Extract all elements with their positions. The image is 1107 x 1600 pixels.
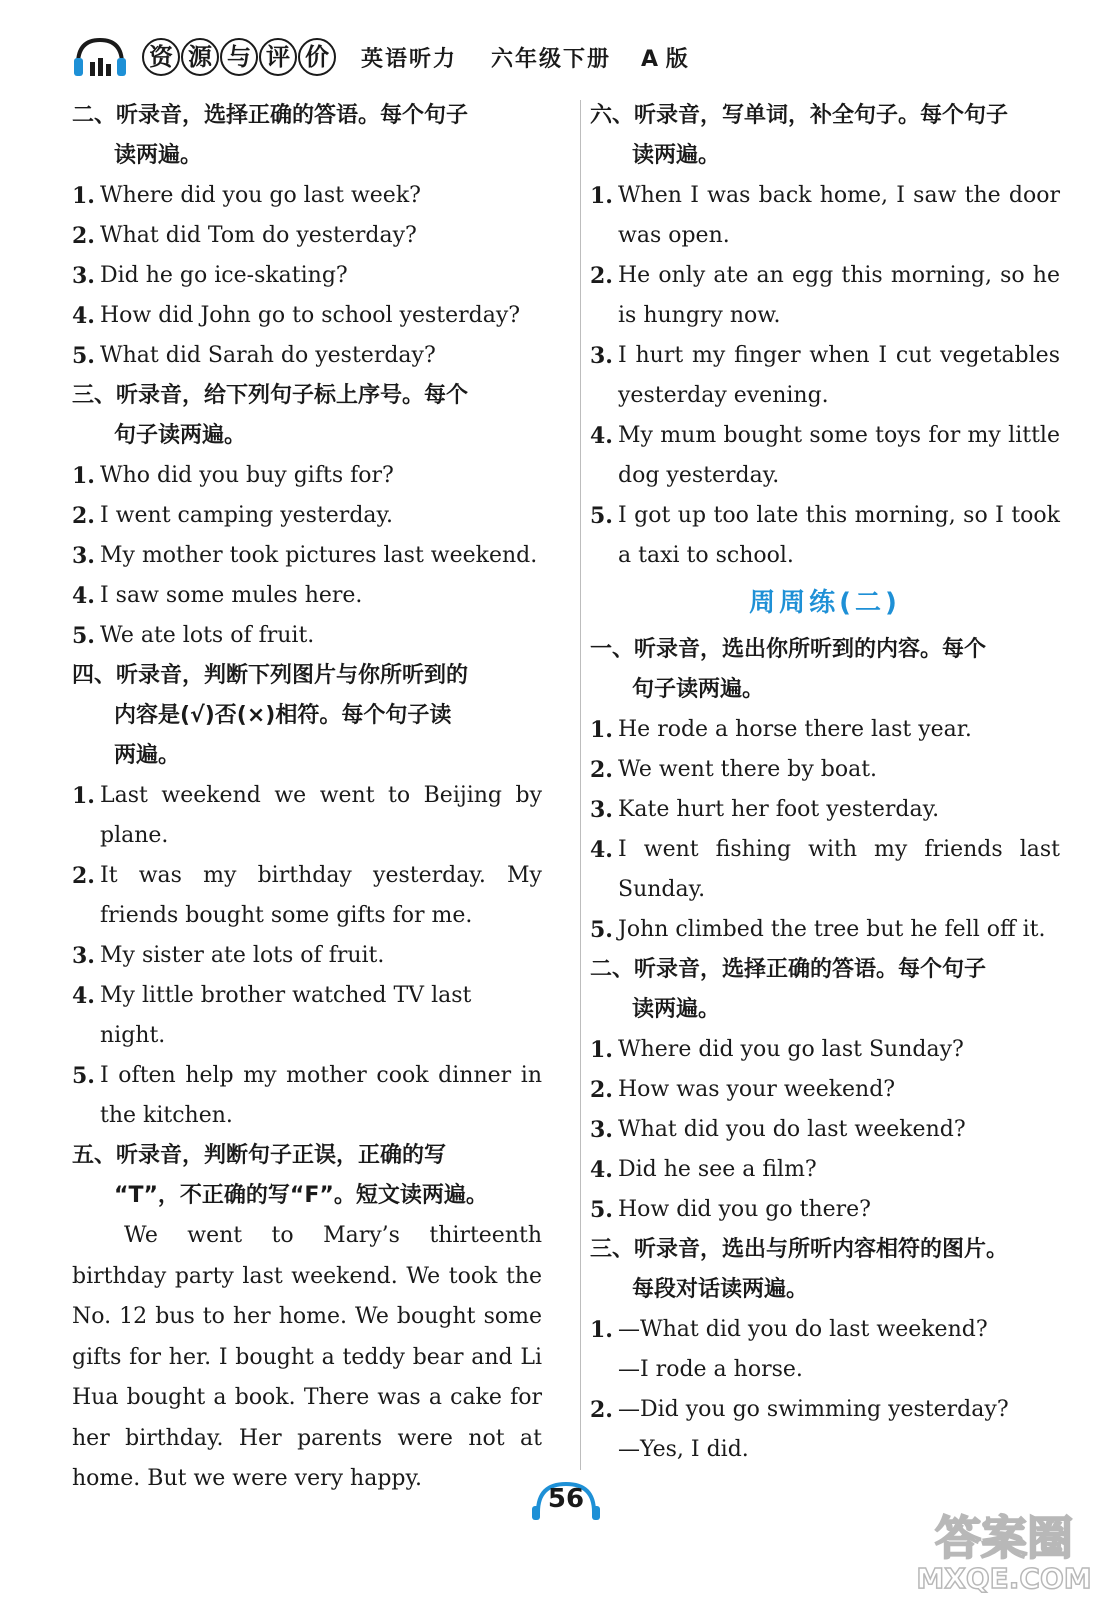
- list-item: [72, 536, 542, 576]
- left-column: [72, 96, 542, 1500]
- list-item: [72, 176, 542, 216]
- item-text: Where did you go last week?: [100, 183, 421, 208]
- list-item: [590, 1150, 1060, 1190]
- list-item: [72, 216, 542, 256]
- dialogue-question: —What did you do last weekend?: [618, 1317, 988, 1342]
- item-number: 3.: [590, 343, 613, 369]
- page-number-text: 56: [547, 1484, 585, 1514]
- dialogue-item: [590, 1430, 1060, 1470]
- item-text: My little brother watched TV last night.: [100, 983, 472, 1048]
- item-text: I often help my mother cook dinner in the kitchen.: [100, 1063, 542, 1128]
- section-title-line: 三、听录音，给下列句子标上序号。每个: [72, 383, 469, 408]
- item-number: 5.: [590, 917, 613, 943]
- item-number: 3.: [590, 1117, 613, 1143]
- dialogue-answer: —I rode a horse.: [618, 1357, 803, 1382]
- item-number: 2.: [590, 1077, 613, 1103]
- item-number: 4.: [72, 303, 95, 329]
- section-title: [590, 1230, 1060, 1310]
- dialogue-item: [590, 1390, 1060, 1430]
- brand-char: 与: [220, 38, 258, 76]
- item-number: 5.: [590, 503, 613, 529]
- column-divider: [580, 100, 581, 1470]
- list-item: [590, 1110, 1060, 1150]
- list-item: [72, 856, 542, 936]
- item-number: 4.: [72, 983, 95, 1009]
- item-text: John climbed the tree but he fell off it.: [618, 917, 1046, 942]
- item-text: Where did you go last Sunday?: [618, 1037, 964, 1062]
- section-title-line: 五、听录音，判断句子正误，正确的写: [72, 1143, 447, 1168]
- item-number: 1.: [72, 463, 95, 489]
- brand-char: 源: [181, 38, 219, 76]
- item-text: How did you go there?: [618, 1197, 871, 1222]
- list-item: [590, 750, 1060, 790]
- item-text: My sister ate lots of fruit.: [100, 943, 385, 968]
- item-number: 5.: [72, 1063, 95, 1089]
- svg-text:MXQE.COM: MXQE.COM: [916, 1562, 1092, 1594]
- item-number: 3.: [72, 543, 95, 569]
- list-item: [590, 830, 1060, 910]
- item-text: I got up too late this morning, so I took a taxi to school.: [618, 503, 1060, 568]
- item-text: What did Sarah do yesterday?: [100, 343, 436, 368]
- item-number: 2.: [72, 863, 95, 889]
- item-number: 2.: [590, 1397, 613, 1423]
- passage-text: We went to Mary’s thirteenth birthday party last weekend. We took the No. 12 bus to her home. We bought some gifts for her. I bought a teddy bear and Li Hua bought a book. There was a cake for her birthday. Her parents were not at home. But we were very happy.: [72, 1223, 542, 1491]
- dialogue-answer: —Yes, I did.: [618, 1437, 749, 1462]
- item-text: When I was back home, I saw the door was open.: [618, 183, 1060, 248]
- item-number: 3.: [590, 797, 613, 823]
- item-text: Did he see a film?: [618, 1157, 817, 1182]
- section-title-line: 四、听录音，判断下列图片与你所听到的: [72, 663, 469, 688]
- section-title-line: 读两遍。: [632, 143, 721, 168]
- item-text: How did John go to school yesterday?: [100, 303, 521, 328]
- brand-char: 评: [259, 38, 297, 76]
- page-number: [528, 1478, 604, 1522]
- item-text: Did he go ice-skating?: [100, 263, 348, 288]
- item-text: Kate hurt her foot yesterday.: [618, 797, 940, 822]
- item-number: 5.: [72, 343, 95, 369]
- item-text: Last weekend we went to Beijing by plane.: [100, 783, 542, 848]
- section-title: [72, 376, 542, 456]
- section-title-line: “T”，不正确的写“F”。短文读两遍。: [114, 1183, 488, 1208]
- item-text: How was your weekend?: [618, 1077, 896, 1102]
- brand-char: 资: [142, 38, 180, 76]
- brand-char: 价: [298, 38, 336, 76]
- list-item: [590, 256, 1060, 336]
- item-text: I went camping yesterday.: [100, 503, 394, 528]
- section-title-line: 二、听录音，选择正确的答语。每个句子: [590, 957, 987, 982]
- section-title: [72, 656, 542, 776]
- list-item: [72, 496, 542, 536]
- item-number: 1.: [590, 183, 613, 209]
- list-item: [72, 776, 542, 856]
- list-item: [590, 416, 1060, 496]
- item-number: 1.: [590, 717, 613, 743]
- item-text: I saw some mules here.: [100, 583, 363, 608]
- list-item: [72, 976, 542, 1056]
- section-title-line: 一、听录音，选出你所听到的内容。每个: [590, 637, 987, 662]
- list-item: [590, 496, 1060, 576]
- section-title-line: 句子读两遍。: [114, 423, 247, 448]
- item-text: I hurt my finger when I cut vegetables yesterday evening.: [618, 343, 1060, 408]
- item-text: We ate lots of fruit.: [100, 623, 315, 648]
- section-title-line: 二、听录音，选择正确的答语。每个句子: [72, 103, 469, 128]
- list-item: [590, 710, 1060, 750]
- item-number: 5.: [72, 623, 95, 649]
- section-title-line: 内容是(√)否(×)相符。每个句子读: [114, 703, 452, 728]
- dialogue-item: [590, 1310, 1060, 1350]
- item-number: 2.: [72, 503, 95, 529]
- brand-title: [142, 38, 337, 76]
- item-number: 1.: [590, 1317, 613, 1343]
- item-number: 5.: [590, 1197, 613, 1223]
- list-item: [72, 1056, 542, 1136]
- item-number: 2.: [590, 757, 613, 783]
- list-item: [72, 936, 542, 976]
- list-item: [72, 336, 542, 376]
- list-item: [590, 336, 1060, 416]
- list-item: [590, 1070, 1060, 1110]
- grade-label: 六年级下册: [491, 46, 612, 72]
- section-title: [590, 96, 1060, 176]
- item-text: Who did you buy gifts for?: [100, 463, 394, 488]
- item-number: 2.: [72, 223, 95, 249]
- list-item: [72, 256, 542, 296]
- section-title-line: 两遍。: [114, 743, 181, 768]
- item-number: 4.: [590, 1157, 613, 1183]
- item-number: 4.: [590, 837, 613, 863]
- watermark-logo: [909, 1502, 1099, 1594]
- dialogue-question: —Did you go swimming yesterday?: [618, 1397, 1009, 1422]
- item-number: 4.: [72, 583, 95, 609]
- list-item: [590, 1030, 1060, 1070]
- section-title-line: 读两遍。: [632, 997, 721, 1022]
- section-title: [72, 96, 542, 176]
- item-text: He only ate an egg this morning, so he is hungry now.: [618, 263, 1060, 328]
- list-item: [590, 176, 1060, 256]
- right-column: [590, 96, 1060, 1470]
- list-item: [72, 576, 542, 616]
- weekly-practice-title: 周周练(二): [749, 588, 901, 618]
- svg-text:答案圈: 答案圈: [935, 1511, 1073, 1565]
- dialogue-item: [590, 1350, 1060, 1390]
- item-number: 1.: [72, 183, 95, 209]
- item-text: What did you do last weekend?: [618, 1117, 966, 1142]
- item-text: We went there by boat.: [618, 757, 878, 782]
- section-title: [590, 630, 1060, 710]
- list-item: [590, 910, 1060, 950]
- item-number: 3.: [72, 943, 95, 969]
- item-text: I went fishing with my friends last Sunday.: [618, 837, 1060, 902]
- item-text: My mum bought some toys for my little dog yesterday.: [618, 423, 1060, 488]
- item-number: 1.: [590, 1037, 613, 1063]
- edition-label: A 版: [641, 46, 688, 72]
- section-title-line: 三、听录音，选出与所听内容相符的图片。: [590, 1237, 1009, 1262]
- section-title: [72, 1136, 542, 1216]
- list-item: [72, 456, 542, 496]
- item-number: 1.: [72, 783, 95, 809]
- page-header: [70, 32, 770, 82]
- list-item: [72, 296, 542, 336]
- list-item: [590, 790, 1060, 830]
- section-title: [590, 950, 1060, 1030]
- list-item: [72, 616, 542, 656]
- section-title-line: 六、听录音，写单词，补全句子。每个句子: [590, 103, 1009, 128]
- headphones-icon: [70, 34, 130, 80]
- section-title-line: 句子读两遍。: [632, 677, 765, 702]
- item-text: My mother took pictures last weekend.: [100, 543, 538, 568]
- item-number: 3.: [72, 263, 95, 289]
- item-text: It was my birthday yesterday. My friends bought some gifts for me.: [100, 863, 542, 928]
- list-item: [590, 1190, 1060, 1230]
- section-title-line: 每段对话读两遍。: [632, 1277, 809, 1302]
- subject-label: 英语听力: [361, 46, 458, 72]
- item-number: 4.: [590, 423, 613, 449]
- section-title-line: 读两遍。: [114, 143, 203, 168]
- item-text: He rode a horse there last year.: [618, 717, 972, 742]
- item-number: 2.: [590, 263, 613, 289]
- item-text: What did Tom do yesterday?: [100, 223, 417, 248]
